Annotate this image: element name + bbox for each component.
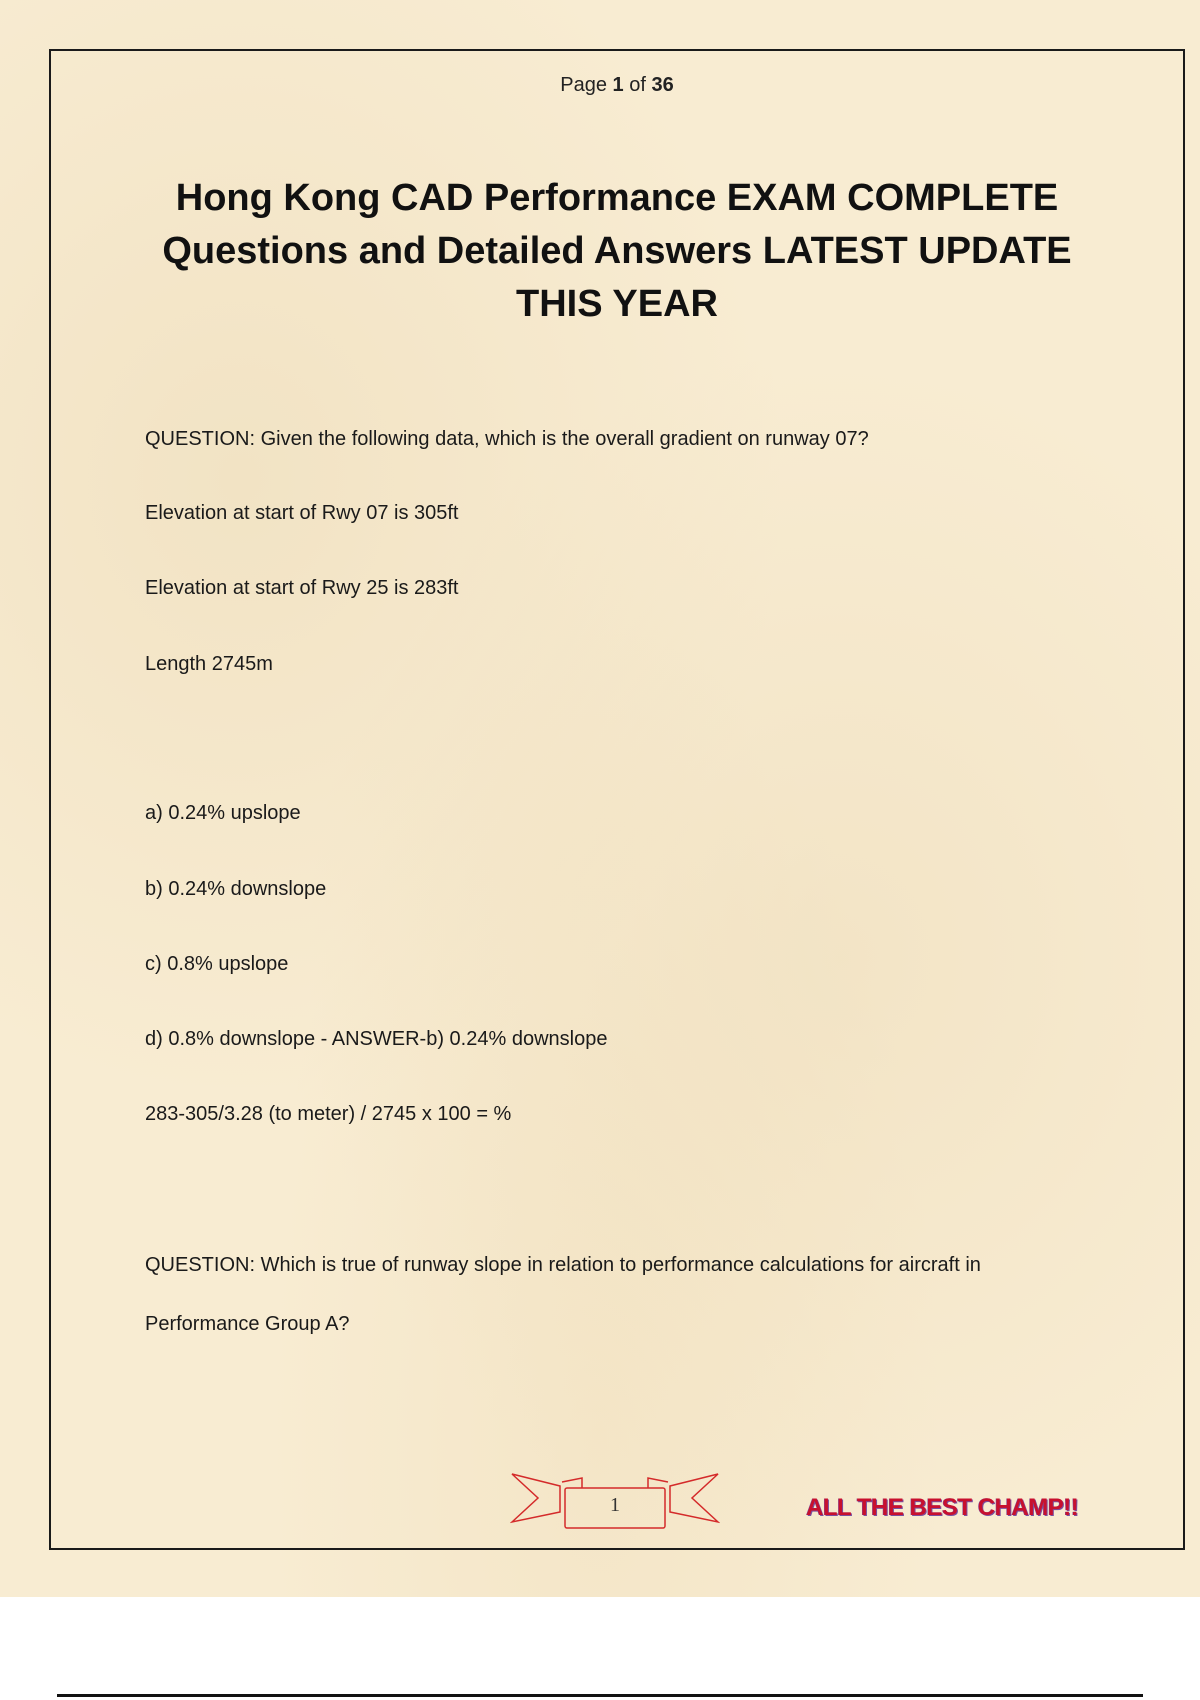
question-1-option-b: b) 0.24% downslope (145, 878, 327, 900)
total-pages: 36 (651, 74, 674, 96)
title-line-2: Questions and Detailed Answers LATEST UPDATE (162, 230, 1072, 272)
title-line-3: THIS YEAR (515, 283, 718, 325)
question-1-option-c: c) 0.8% upslope (145, 953, 289, 975)
question-1-data-3: Length 2745m (145, 653, 273, 675)
question-1-option-d-answer: d) 0.8% downslope - ANSWER-b) 0.24% downslope (145, 1028, 608, 1050)
question-1-working: 283-305/3.28 (to meter) / 2745 x 100 = % (145, 1103, 512, 1125)
question-2-prompt-line-1: QUESTION: Which is true of runway slope in relation to performance calculations for aircraft in (145, 1254, 981, 1276)
question-1-data-1: Elevation at start of Rwy 07 is 305ft (145, 502, 459, 524)
page-label-prefix: Page (560, 74, 613, 96)
question-1-data-2: Elevation at start of Rwy 25 is 283ft (145, 577, 459, 599)
ribbon-page-number: 1 (610, 1494, 620, 1516)
page-number-header (0, 74, 1200, 97)
question-1-option-a: a) 0.24% upslope (145, 802, 301, 824)
next-page-top-rule (57, 1694, 1143, 1697)
page-label-mid: of (623, 74, 652, 96)
footer-slogan: ALL THE BEST CHAMP!! (806, 1494, 1079, 1521)
current-page: 1 (612, 74, 624, 96)
document-title (120, 172, 1114, 331)
question-1-prompt: QUESTION: Given the following data, which is the overall gradient on runway 07? (145, 428, 869, 450)
title-line-1: Hong Kong CAD Performance EXAM COMPLETE (175, 177, 1059, 219)
question-2-prompt-line-2: Performance Group A? (145, 1313, 350, 1335)
